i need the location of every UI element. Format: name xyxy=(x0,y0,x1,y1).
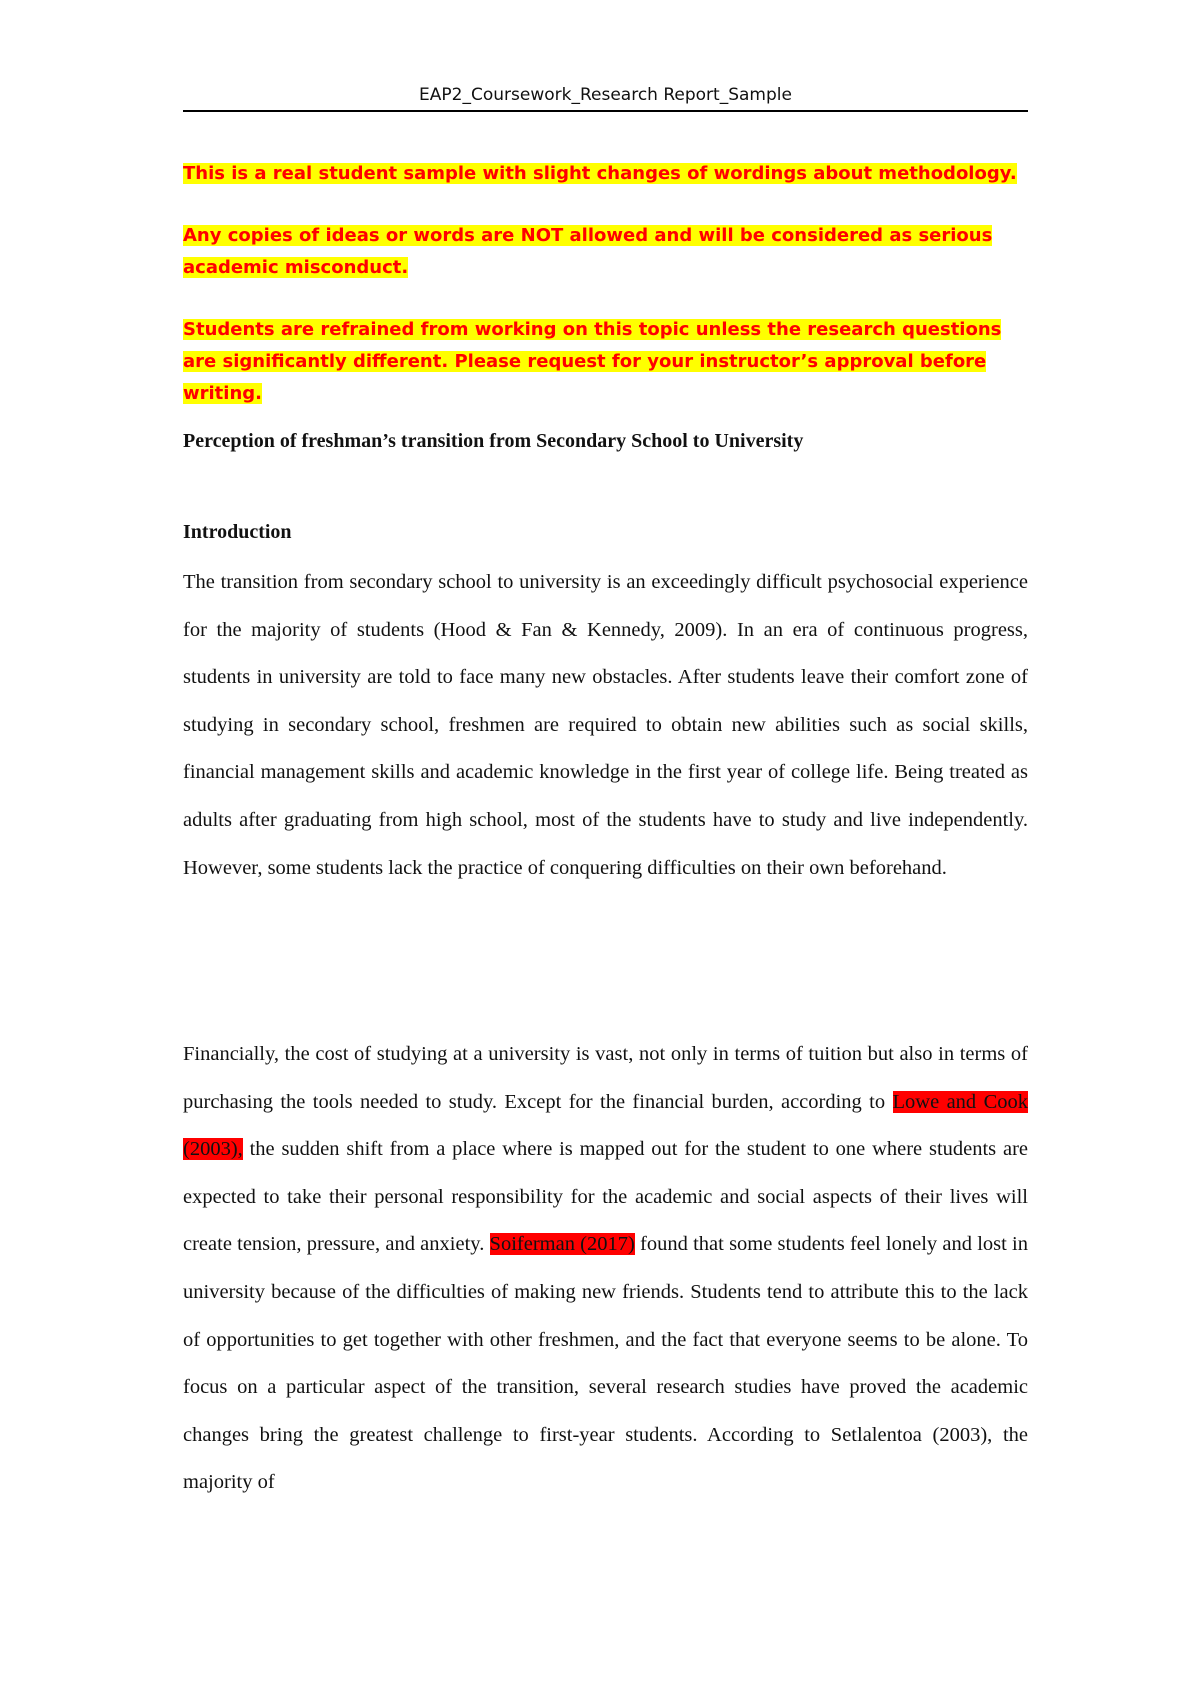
running-header: EAP2_Coursework_Research Report_Sample xyxy=(183,82,1028,112)
notice-misconduct xyxy=(183,220,1028,284)
notice-block xyxy=(183,158,1028,440)
paragraph-2-part-3: found that some students feel lonely and lost in university because of the difficulties of making new friends. Students tend to attribute this to the lack of opportunities to get together with other freshmen, and the fact that everyone seems to be alone. To focus on a particular aspect of the transition, several research studies have proved the academic changes bring the greatest challenge to first-year students. According to Setlalentoa (2003), the majority of xyxy=(183,1233,1028,1494)
paragraph-2-part-1: Financially, the cost of studying at a university is vast, not only in terms of tuition but also in terms of purchasing the tools needed to study. Except for the financial burden, according to xyxy=(183,1043,1028,1113)
citation-lowe-cook: Lowe and Cook (2003), xyxy=(183,1090,1028,1161)
intro-paragraph-1: The transition from secondary school to university is an exceedingly difficult psychosocial experience for the majority of students (Hood & Fan & Kennedy, 2009). In an era of continuous progress, students in university are told to face many new obstacles. After students leave their comfort zone of studying in secondary school, freshmen are required to obtain new abilities such as social skills, financial management skills and academic knowledge in the first year of college life. Being treated as adults after graduating from high school, most of the students have to study and live independently. However, some students lack the practice of conquering difficulties on their own beforehand. xyxy=(183,571,1028,879)
citation-soiferman: Soiferman (2017) xyxy=(489,1233,635,1256)
paragraph-2-part-2: the sudden shift from a place where is mapped out for the student to one where students are expected to take their personal responsibility for the academic and social aspects of their lives will create tension, pressure, and anxiety. xyxy=(183,1138,1028,1256)
introduction-heading: Introduction xyxy=(183,521,292,543)
intro-paragraph-2 xyxy=(183,1031,1028,1507)
notice-sample-text: This is a real student sample with slight changes of wordings about methodology. xyxy=(183,163,1017,184)
notice-topic-text: Students are refrained from working on this topic unless the research questions are significantly different. Please request for your instructor’s approval before writing. xyxy=(183,319,1002,404)
notice-sample xyxy=(183,158,1028,190)
notice-topic xyxy=(183,314,1028,410)
notice-misconduct-text: Any copies of ideas or words are NOT allowed and will be considered as serious academic misconduct. xyxy=(183,225,993,278)
report-title: Perception of freshman’s transition from Secondary School to University xyxy=(183,430,804,452)
